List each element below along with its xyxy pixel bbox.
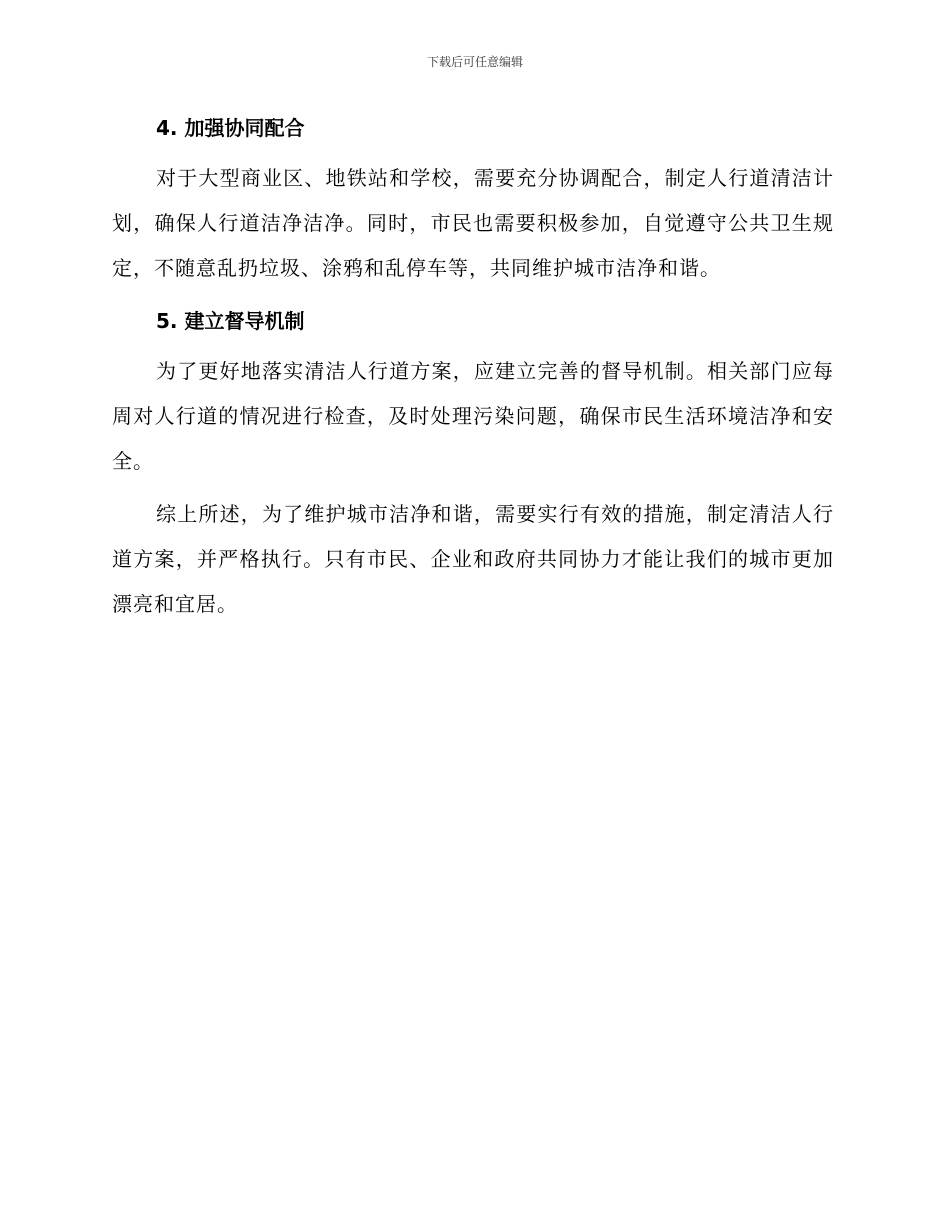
paragraph: 为了更好地落实清洁人行道方案，应建立完善的督导机制。相关部门应每周对人行道的情况进行检查，及时处理污染问题，确保市民生活环境洁净和安全。 [112, 359, 834, 473]
paragraph: 对于大型商业区、地铁站和学校，需要充分协调配合，制定人行道清洁计划，确保人行道洁净洁净。同时，市民也需要积极参加，自觉遵守公共卫生规定，不随意乱扔垃圾、涂鸦和乱停车等，共同维护城市洁净和谐。 [112, 166, 834, 280]
section-heading: 4. 加强协同配合 [156, 116, 305, 140]
document-body [112, 112, 834, 635]
page-header-note: 下载后可任意编辑 [426, 55, 523, 69]
section-heading: 5. 建立督导机制 [156, 309, 305, 333]
paragraph: 综上所述，为了维护城市洁净和谐，需要实行有效的措施，制定清洁人行道方案，并严格执行。只有市民、企业和政府共同协力才能让我们的城市更加漂亮和宜居。 [112, 502, 834, 616]
